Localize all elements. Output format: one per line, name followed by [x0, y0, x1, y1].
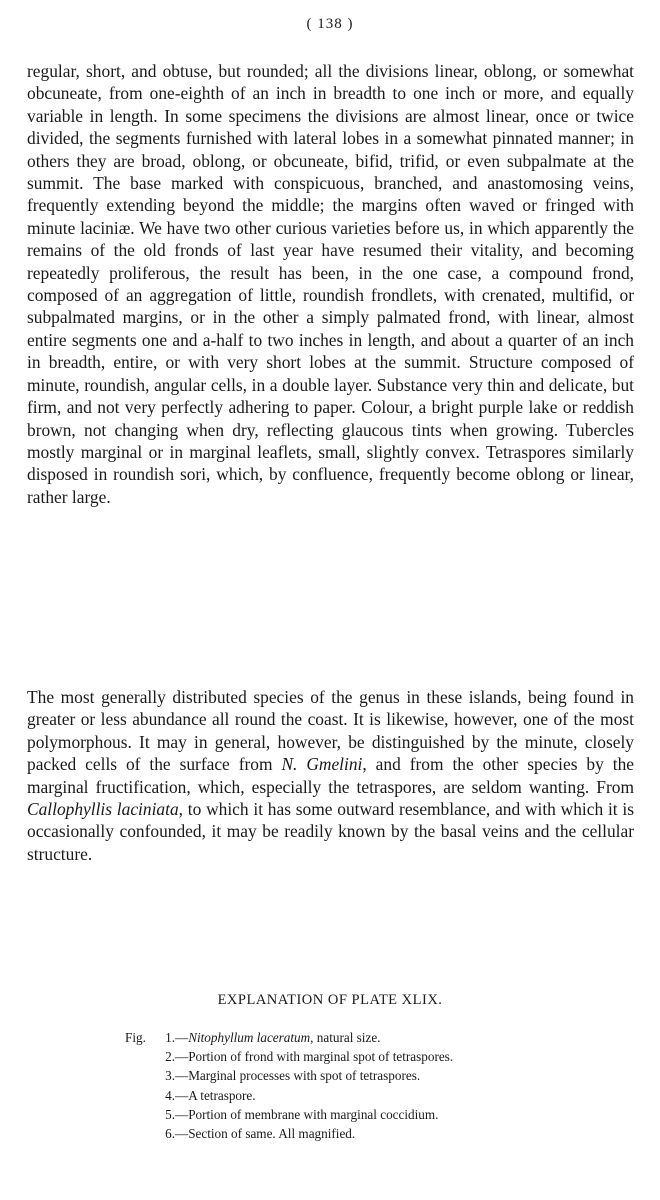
figure-caption-line	[125, 1124, 605, 1143]
text-run: , to which it has some outward resemblance, and with which it is occasionally confounded, it may be readily known by the basal veins and the cellular structure.	[27, 799, 634, 864]
text-run: regular, short, and obtuse, but rounded; all the divisions linear, oblong, or somewhat obcuneate, from one-eighth of an inch in breadth to one inch or more, and equally variable in length. In some specimens the divisions are almost linear, once or twice divided, the segments furnished with lateral lobes in a somewhat pinnated manner; in others they are broad, oblong, or obcuneate, bifid, trifid, or even subpalmate at the summit. The base marked with conspicuous, branched, and anastomosing veins, frequently extending beyond the middle; the margins often waved or fringed with minute laciniæ. We have two other curious varieties before us, in which apparently the remains of the old fronds of last year have resumed their vitality, and becoming repeatedly proliferous, the result has been, in the one case, a compound frond, composed of an aggregation of little, roundish frondlets, with crenated, multifid, or subpalmated margins, or in the other a simply palmated frond, with linear, almost entire segments one and a-half to two inches in length, and about a quarter of an inch in breadth, entire, or with very short lobes at the summit. Structure composed of minute, roundish, angular cells, in a double layer. Substance very thin and delicate, but firm, and not very perfectly adhering to paper. Colour, a bright purple lake or reddish brown, not changing when dry, reflecting glaucous tints when growing. Tubercles mostly marginal or in marginal leaflets, small, slightly convex. Tetraspores similarly disposed in roundish sori, which, by confluence, frequently become oblong or linear, rather large.	[27, 61, 634, 507]
figure-number: 1.	[165, 1030, 175, 1045]
figure-number: 3.	[165, 1068, 175, 1084]
text-run: —Portion of frond with marginal spot of tetraspores.	[175, 1049, 454, 1065]
figure-caption-line	[125, 1086, 605, 1105]
text-run: —A tetraspore.	[175, 1087, 256, 1103]
figure-caption-line	[125, 1066, 605, 1085]
text-run: , and from the other species by the marginal fructification, which, especially the tetraspores, are seldom wanting. From	[27, 754, 635, 797]
figure-caption-line	[125, 1105, 605, 1124]
figure-number: 6.	[165, 1126, 175, 1142]
italic-text-run: Callophyllis laciniata	[27, 799, 179, 820]
figure-number: 4.	[165, 1087, 175, 1103]
text-run: —Section of same. All magnified.	[175, 1126, 356, 1142]
text-run: —	[175, 1030, 189, 1045]
figure-number: 5.	[165, 1106, 175, 1122]
figure-caption-line	[125, 1047, 605, 1066]
italic-text-run: Nitophyllum laceratum	[188, 1030, 311, 1045]
figure-number: 2.	[165, 1049, 175, 1065]
description-paragraph	[27, 60, 634, 508]
italic-text-run: N. Gmelini	[281, 754, 363, 775]
page-number: ( 138 )	[306, 16, 354, 32]
text-run: —Portion of membrane with marginal coccidium.	[175, 1106, 439, 1122]
text-run: The most generally distributed species of the genus in these islands, being found in greater or less abundance all round the coast. It is likewise, however, one of the most polymorphous. It may in general, however, be distinguished by the minute, closely packed cells of the surface from	[27, 687, 634, 775]
figure-caption-line	[125, 1028, 605, 1047]
figure-prefix: Fig.	[125, 1030, 146, 1045]
observations-paragraph	[27, 686, 634, 865]
plate-explanation-heading: EXPLANATION OF PLATE XLIX.	[217, 992, 443, 1008]
figure-list	[125, 1028, 605, 1143]
text-run: —Marginal processes with spot of tetraspores.	[175, 1068, 421, 1084]
text-run: , natural size.	[310, 1030, 381, 1045]
